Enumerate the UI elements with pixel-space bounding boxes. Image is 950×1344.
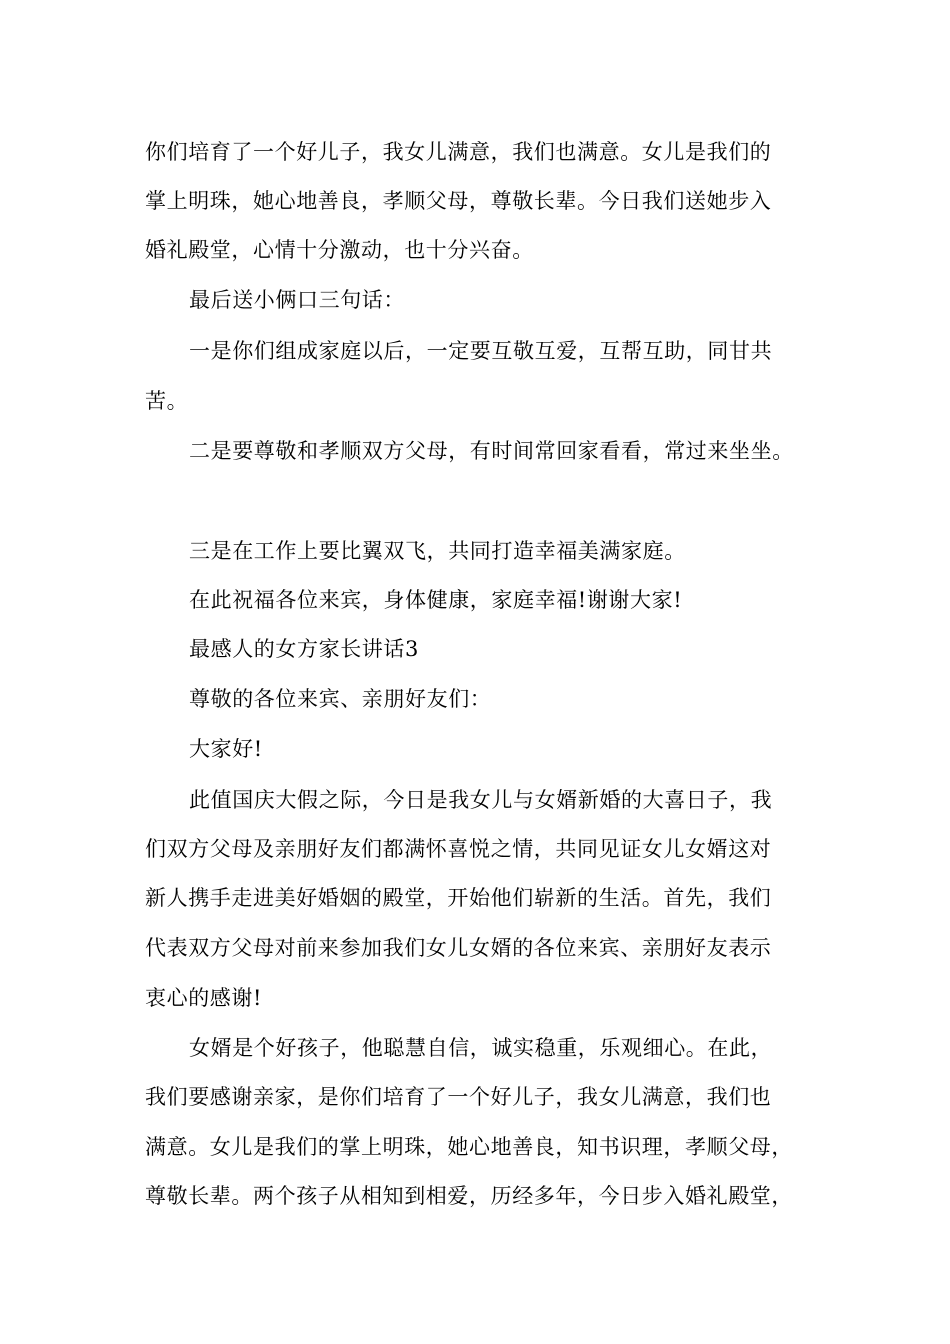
text-line: 大家好! <box>189 737 263 761</box>
text-line: 女婿是个好孩子，他聪慧自信，诚实稳重，乐观细心。在此， <box>189 1036 773 1060</box>
text-line: 尊敬长辈。两个孩子从相知到相爱，历经多年，今日步入婚礼殿堂， <box>145 1184 793 1208</box>
text-line: 一是你们组成家庭以后，一定要互敬互爱，互帮互助，同甘共 <box>189 339 773 363</box>
text-line: 衷心的感谢! <box>145 986 263 1010</box>
text-line: 掌上明珠，她心地善良，孝顺父母，尊敬长辈。今日我们送她步入 <box>145 189 772 213</box>
text-line: 们双方父母及亲朋好友们都满怀喜悦之情，共同见证女儿女婿这对 <box>145 837 772 861</box>
text-line: 你们培育了一个好儿子，我女儿满意，我们也满意。女儿是我们的 <box>145 140 772 164</box>
text-line: 满意。女儿是我们的掌上明珠，她心地善良，知书识理，孝顺父母， <box>145 1135 793 1159</box>
text-line: 代表双方父母对前来参加我们女儿女婿的各位来宾、亲朋好友表示 <box>145 936 772 960</box>
text-line: 二是要尊敬和孝顺双方父母，有时间常回家看看，常过来坐坐。 <box>189 439 794 463</box>
text-line: 尊敬的各位来宾、亲朋好友们： <box>189 687 492 711</box>
section-heading: 最感人的女方家长讲话3 <box>189 637 419 661</box>
text-line: 我们要感谢亲家，是你们培育了一个好儿子，我女儿满意，我们也 <box>145 1085 772 1109</box>
text-line: 新人携手走进美好婚姻的殿堂，开始他们崭新的生活。首先，我们 <box>145 886 772 910</box>
text-line: 在此祝福各位来宾，身体健康，家庭幸福!谢谢大家! <box>189 588 683 612</box>
text-line: 苦。 <box>145 389 189 413</box>
text-line: 婚礼殿堂，心情十分激动，也十分兴奋。 <box>145 238 534 262</box>
text-line: 此值国庆大假之际，今日是我女儿与女婿新婚的大喜日子，我 <box>189 788 773 812</box>
text-line: 最后送小俩口三句话： <box>189 288 405 312</box>
text-line: 三是在工作上要比翼双飞，共同打造幸福美满家庭。 <box>189 539 686 563</box>
